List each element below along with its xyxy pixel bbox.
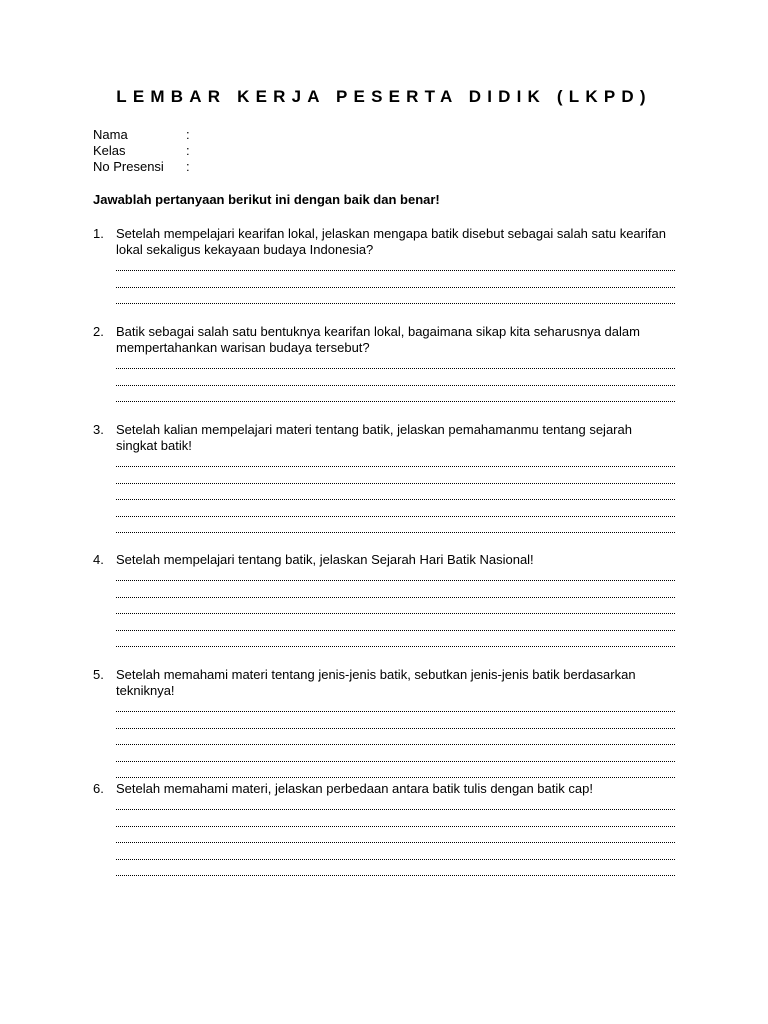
answer-line[interactable] xyxy=(116,797,675,813)
instruction-text: Jawablah pertanyaan berikut ini dengan baik dan benar! xyxy=(93,192,440,207)
answer-line[interactable] xyxy=(116,830,675,846)
class-label: Kelas xyxy=(93,143,126,158)
answer-line[interactable] xyxy=(116,748,675,764)
answer-line[interactable] xyxy=(116,503,675,519)
answer-line[interactable] xyxy=(116,470,675,486)
question-2 xyxy=(93,324,675,405)
answer-area xyxy=(93,699,675,781)
identity-row-name xyxy=(93,127,190,143)
class-separator: : xyxy=(186,143,190,158)
answer-line[interactable] xyxy=(116,584,675,600)
question-header xyxy=(93,226,675,258)
answer-line[interactable] xyxy=(116,634,675,650)
answer-line[interactable] xyxy=(116,487,675,503)
question-5 xyxy=(93,667,675,781)
answer-area xyxy=(93,797,675,879)
answer-line[interactable] xyxy=(116,356,675,372)
identity-row-class xyxy=(93,143,190,159)
question-1 xyxy=(93,226,675,307)
answer-line[interactable] xyxy=(116,520,675,536)
question-number: 1. xyxy=(93,226,104,241)
answer-area xyxy=(93,454,675,536)
answer-line[interactable] xyxy=(116,732,675,748)
answer-area xyxy=(93,258,675,307)
question-text: Setelah memahami materi tentang jenis-jenis batik, sebutkan jenis-jenis batik berdasarkan tekniknya! xyxy=(116,667,636,698)
question-3 xyxy=(93,422,675,536)
answer-line[interactable] xyxy=(116,274,675,290)
question-text: Setelah mempelajari tentang batik, jelaskan Sejarah Hari Batik Nasional! xyxy=(116,552,534,567)
answer-line[interactable] xyxy=(116,601,675,617)
answer-line[interactable] xyxy=(116,715,675,731)
student-identity-section xyxy=(93,127,190,175)
name-label: Nama xyxy=(93,127,128,142)
answer-line[interactable] xyxy=(116,765,675,781)
answer-line[interactable] xyxy=(116,863,675,879)
answer-line[interactable] xyxy=(116,454,675,470)
answer-area xyxy=(93,568,675,650)
answer-line[interactable] xyxy=(116,813,675,829)
answer-line[interactable] xyxy=(116,846,675,862)
question-text: Setelah memahami materi, jelaskan perbedaan antara batik tulis dengan batik cap! xyxy=(116,781,593,796)
answer-line[interactable] xyxy=(116,291,675,307)
question-header xyxy=(93,667,675,699)
question-number: 6. xyxy=(93,781,104,796)
question-number: 4. xyxy=(93,552,104,567)
worksheet-title: LEMBAR KERJA PESERTA DIDIK (LKPD) xyxy=(116,87,652,106)
attendance-number-label: No Presensi xyxy=(93,159,164,174)
question-header xyxy=(93,781,675,797)
answer-line[interactable] xyxy=(116,568,675,584)
question-number: 3. xyxy=(93,422,104,437)
question-header xyxy=(93,552,675,568)
answer-line[interactable] xyxy=(116,617,675,633)
name-separator: : xyxy=(186,127,190,142)
answer-line[interactable] xyxy=(116,258,675,274)
question-number: 2. xyxy=(93,324,104,339)
answer-line[interactable] xyxy=(116,389,675,405)
question-6 xyxy=(93,781,675,879)
attendance-number-separator: : xyxy=(186,159,190,174)
question-header xyxy=(93,422,675,454)
answer-line[interactable] xyxy=(116,699,675,715)
answer-area xyxy=(93,356,675,405)
question-text: Setelah mempelajari kearifan lokal, jelaskan mengapa batik disebut sebagai salah satu kearifan lokal sekaligus kekayaan budaya Indonesia? xyxy=(116,226,666,257)
identity-row-attendance xyxy=(93,159,190,175)
answer-line[interactable] xyxy=(116,372,675,388)
question-4 xyxy=(93,552,675,650)
question-number: 5. xyxy=(93,667,104,682)
question-text: Setelah kalian mempelajari materi tentang batik, jelaskan pemahamanmu tentang sejarah singkat batik! xyxy=(116,422,632,453)
question-text: Batik sebagai salah satu bentuknya kearifan lokal, bagaimana sikap kita seharusnya dalam mempertahankan warisan budaya tersebut? xyxy=(116,324,640,355)
question-header xyxy=(93,324,675,356)
